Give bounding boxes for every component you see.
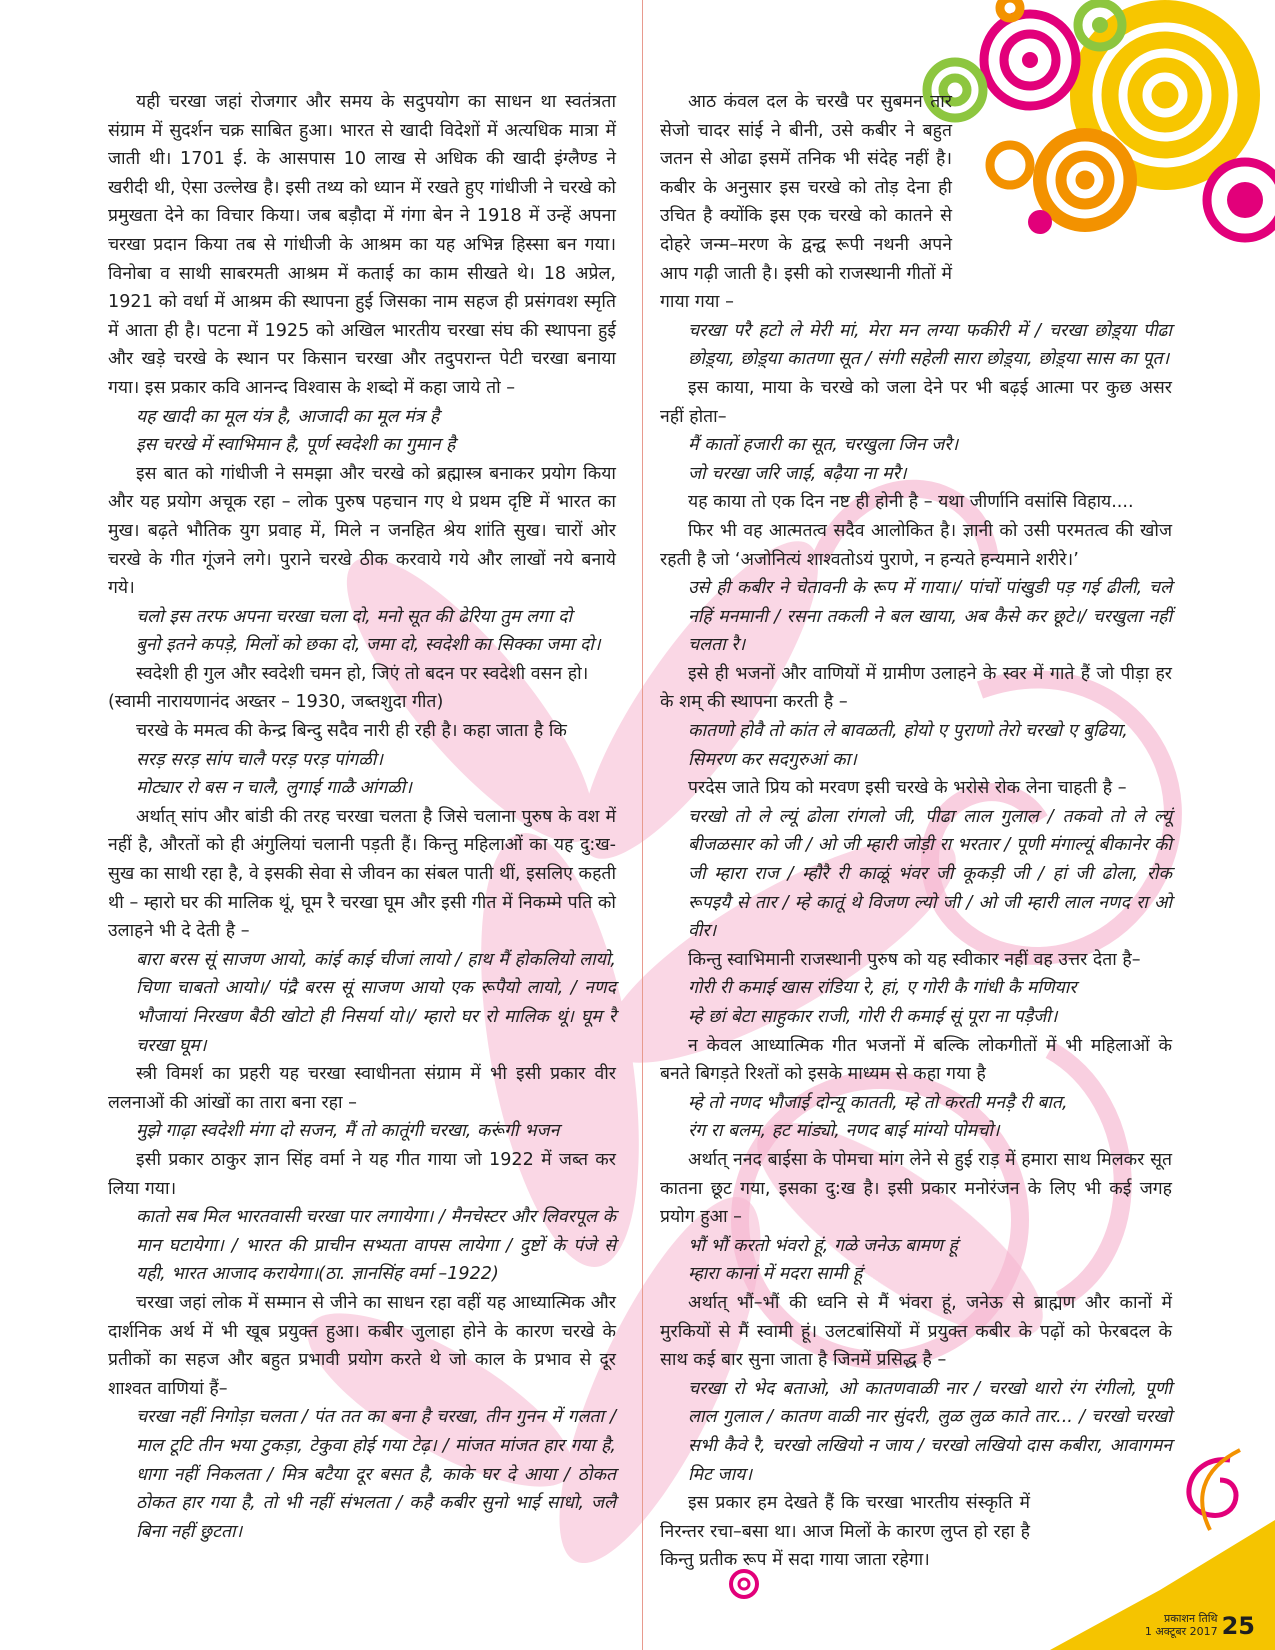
verse-line: म्हे छां बेटा साहुकार राजी, गोरी री कमाई सूं पूरा ना पड़ैजी। (688, 1007, 1058, 1027)
end-mark-icon (731, 1571, 757, 1597)
paragraph: अर्थात् भौं–भौं की ध्वनि से मैं भंवरा हूं, जनेऊ से ब्राह्मण और कानों में मुरकियों से मैं स्वामी हूं। उलटबांसियों में प्रयुक्त कबीर के पढ़ों को फेरबदल के साथ कई बार सुना जाता है जिनमें प्रसिद्ध है – (660, 1292, 1172, 1371)
paragraph: यही चरखा जहां रोजगार और समय के सदुपयोग का साधन था स्वतंत्रता संग्राम में सुदर्शन चक्र साबित हुआ। भारत से खादी विदेशों में अत्यधिक मात्रा में जाती थी। 1701 ई. के आसपास 10 लाख से अधिक की खादी इंग्लैण्ड ने खरीदी थी, ऐसा उल्लेख है। इसी तथ्य को ध्यान में रखते हुए गांधीजी ने चरखे को प्रमुखता देने का विचार किया। जब बड़ौदा में गंगा बेन ने 1918 में उन्हें अपना चरखा प्रदान किया तब से गांधीजी के आश्रम का यह अभिन्न हिस्सा बन गया। विनोबा व साथी साबरमती आश्रम में कताई का काम सीखते थे। 18 अप्रेल, 1921 को वर्धा में आश्रम की स्थापना हुई जिसका नाम सहज ही प्रसंगवश स्मृति में आता ही है। पटना में 1925 को अखिल भारतीय चरखा संघ की स्थापना हुई और खड़े चरखे के स्थान पर किसान चरखा और तदुपरान्त पेटी चरखा बनाया गया। इस प्रकार कवि आनन्द विश्वास के शब्दो में कहा जाये तो – (108, 92, 616, 398)
paragraph: न केवल आध्यात्मिक गीत भजनों में बल्कि लोकगीतों में भी महिलाओं के बनते बिगड़ते रिश्तों को इसके माध्यम से कहा गया है (660, 1035, 1172, 1085)
publication-date (1145, 1612, 1218, 1638)
verse-line: बारा बरस सूं साजण आयो, कांई काई चीजां लायो / हाथ मैं होकलियो लायो, चिणा चाबतो आयो।/ पंद्रै बरस सूं साजण आयो एक रूपैयो लायो, / नणद भौजायां निरखण बैठी खोटो ही निसर्या यो।/ म्हारो घर रो मालिक थूं। घूम रै चरखा घूम। (136, 949, 616, 1056)
paragraph: अर्थात् ननद बाईसा के पोमचा मांग लेने से हुई राड़ में हमारा साथ मिलकर सूत कातना छूट गया, इसका दु:ख है। इसी प्रकार मनोरंजन के लिए भी कई जगह प्रयोग हुआ – (660, 1149, 1172, 1228)
verse-line: मुझे गाढ़ा स्वदेशी मंगा दो सजन, मैं तो कातूंगी चरखा, करूंगी भजन (136, 1121, 560, 1142)
paragraph: चरखे के ममत्व की केन्द्र बिन्दु सदैव नारी ही रही है। कहा जाता है कि (136, 721, 567, 742)
verse-line: मोट्यार रो बस न चालै, लुगाई गाळै आंगळी। (136, 778, 412, 799)
paragraph: स्वदेशी ही गुल और स्वदेशी चमन हो, जिएं तो बदन पर स्वदेशी वसन हो। (136, 663, 589, 684)
publication-date-value: 1 अक्टूबर 2017 (1144, 1625, 1218, 1638)
paragraph: आठ कंवल दल के चरखै पर सुबमन तार सेजो चादर सांई ने बीनी, उसे कबीर ने बहुत जतन से ओढा इसमें तनिक भी संदेह नहीं है। कबीर के अनुसार इस चरखे को तोड़ देना ही उचित है क्योंकि इस एक चरखे को कातने से दोहरे जन्म–मरण के द्वन्द्व रूपी नथनी अपने आप गढ़ी जाती है। इसी को राजस्थानी गीतों में गाया गया – (660, 92, 952, 313)
paragraph: इस प्रकार हम देखते हैं कि चरखा भारतीय संस्कृति में निरन्तर रचा–बसा था। आज मिलों के कारण लुप्त हो रहा है किन्तु प्रतीक रूप में सदा गाया जाता रहेगा। (660, 1493, 1030, 1571)
verse-line: उसे ही कबीर ने चेतावनी के रूप में गाया।/ पांचों पांखुडी पड़ गई ढीली, चले नहिं मनमानी / रसना तकली ने बल खाया, अब कैसे कर छूटे।/ चरखुला नहीं चलता रै। (688, 578, 1172, 656)
verse-line: मैं कातों हजारी का सूत, चरखुला जिन जरै। (688, 435, 959, 456)
verse-line: चलो इस तरफ अपना चरखा चला दो, मनो सूत की ढेरिया तुम लगा दो (136, 606, 572, 627)
left-column (108, 88, 616, 1546)
verse-line: इस चरखे में स्वाभिमान है, पूर्ण स्वदेशी का गुमान है (136, 435, 456, 456)
verse-line: गोरी री कमाई खास रांडिया रे, हां, ए गोरी कै गांधी कै मणियार (688, 978, 1077, 999)
verse-line: चरखा रो भेद बताओ, ओ कातणवाळी नार / चरखो थारो रंग रंगीलो, पूणी लाल गुलाल / कातण वाळी नार सुंदरी, लुळ लुळ काते तार... / चरखो चरखो सभी कैवे रै, चरखो लखियो न जाय / चरखो लखियो दास कबीरा, आवागमन मिट जाय। (688, 1378, 1172, 1485)
verse-line: म्हे तो नणद भौजाई दोन्यू कातती, म्हे तो करती मनड़ै री बात, (688, 1092, 1068, 1113)
verse-line: कातो सब मिल भारतवासी चरखा पार लगायेगा। / मैनचेस्टर और लिवरपूल के मान घटायेगा। / भारत की प्राचीन सभ्यता वापस लायेगा / दुष्टों के पंजे से यही, भारत आजाद करायेगा।(ठा. ज्ञानसिंह वर्मा –1922) (136, 1207, 616, 1285)
paragraph: (स्वामी नारायणानंद अख्तर – 1930, जब्तशुदा गीत) (108, 692, 444, 713)
publication-date-label: प्रकाशन तिथि (1163, 1612, 1218, 1625)
verse-line: सिमरण कर सदगुरुआं का। (688, 749, 857, 770)
verse-line: रंग रा बलम, हट मांड्यो, नणद बाई मांग्यो पोमचो। (688, 1121, 1000, 1142)
verse-line: भौं भौं करतो भंवरो हूं, गळे जनेऊ बामण हूं (688, 1235, 958, 1256)
paragraph: स्त्री विमर्श का प्रहरी यह चरखा स्वाधीनता संग्राम में भी इसी प्रकार वीर ललनाओं की आंखों का तारा बना रहा – (108, 1064, 616, 1113)
paragraph: इस काया, माया के चरखे को जला देने पर भी बढ़ई आत्मा पर कुछ असर नहीं होता– (660, 377, 1172, 427)
verse-line: कातणो होवै तो कांत ले बावळती, होयो ए पुराणो तेरो चरखो ए बुढिया, (688, 721, 1128, 742)
verse-line: यह खादी का मूल यंत्र है, आजादी का मूल मंत्र है (136, 406, 440, 427)
paragraph: इसे ही भजनों और वाणियों में ग्रामीण उलाहने के स्वर में गाते हैं जो पीड़ा हर के शम् की स्थापना करती है – (660, 663, 1172, 713)
verse-line: सरड़ सरड़ सांप चालै परड़ परड़ पांगळी। (136, 749, 383, 770)
verse-line: जो चरखा जरि जाई, बढ़ैया ना मरै। (688, 463, 907, 484)
paragraph: चरखा जहां लोक में सम्मान से जीने का साधन रहा वहीं यह आध्यात्मिक और दार्शनिक अर्थ में भी खूब प्रयुक्त हुआ। कबीर जुलाहा होने के कारण चरखे के प्रतीकों का सहज और बहुत प्रभावी प्रयोग करते थे जो काल के प्रभाव से दूर शाश्वत वाणियां हैं– (108, 1292, 616, 1399)
page-number: 25 (1221, 1612, 1255, 1640)
paragraph: फिर भी वह आत्मतत्व सदैव आलोकित है। ज्ञानी को उसी परमतत्व की खोज रहती है जो ‘अजोनित्यं शाश्वतोऽयं पुराणे, न हन्यते हन्यमाने शरीरे।’ (660, 520, 1172, 570)
paragraph: इसी प्रकार ठाकुर ज्ञान सिंह वर्मा ने यह गीत गाया जो 1922 में जब्त कर लिया गया। (108, 1149, 616, 1199)
verse-line: चरखो तो ले ल्यूं ढोला रांगलो जी, पीढा लाल गुलाल / तकवो तो ले ल्यूं बीजळसार को जी / ओ जी म्हारी जोड़ी रा भरतार / पूणी मंगाल्यूं बीकानेर की जी म्हारा राज / म्हौरै री काळूं भंवर जी कूकड़ी जी / हां जी ढोला, रोक रूपइयै से तार / म्हे कातूं थे विजण ल्यो जी / ओ जी म्हारी लाल नणद रा ओ वीर। (688, 806, 1172, 942)
verse-line: म्हारा कानां में मदरा सामी हूं (688, 1264, 863, 1285)
paragraph: परदेस जाते प्रिय को मरवण इसी चरखे के भरोसे रोक लेना चाहती है – (688, 778, 1127, 799)
verse-line: बुनो इतने कपड़े, मिलों को छका दो, जमा दो, स्वदेशी का सिक्का जमा दो। (136, 635, 601, 656)
paragraph: अर्थात् सांप और बांडी की तरह चरखा चलता है जिसे चलाना पुरुष के वश में नहीं है, औरतों को ही अंगुलियां चलानी पड़ती हैं। किन्तु महिलाओं का यह दु:ख-सुख का साथी रहा है, वे इसकी सेवा से जीवन का संबल पाती थीं, इसलिए कहती थी – म्हारो घर की मालिक थूं, घूम रै चरखा घूम और इसी गीत में निकम्मे पति को उलाहने भी दे देती है – (108, 806, 616, 942)
paragraph: इस बात को गांधीजी ने समझा और चरखे को ब्रह्मास्त्र बनाकर प्रयोग किया और यह प्रयोग अचूक रहा – लोक पुरुष पहचान गए थे प्रथम दृष्टि में भारत का मुख। बढ़ते भौतिक युग प्रवाह में, मिले न जनहित श्रेय शांति सुख। चारों ओर चरखे के गीत गूंजने लगे। पुराने चरखे ठीक करवाये गये और लाखों नये बनाये गये। (108, 463, 616, 599)
paragraph: यह काया तो एक दिन नष्ट ही होनी है – यथा जीर्णानि वसांसि विहाय.... (688, 492, 1134, 513)
verse-line: चरखा नहीं निगोड़ा चलता / पंत तत का बना है चरखा, तीन गुनन में गलता / माल टूटि तीन भया टुकड़ा, टेकुवा होई गया टेढ़। / मांजत मांजत हार गया है, धागा नहीं निकलता / मित्र बटैया दूर बसत है, काके घर दे आया / ठोकत ठोकत हार गया है, तो भी नहीं संभलता / कहै कबीर सुनो भाई साधो, जलै बिना नहीं छुटता। (136, 1407, 616, 1542)
page-footer (1145, 1612, 1255, 1638)
verse-line: चरखा परै हटो ले मेरी मां, मेरा मन लग्या फकीरी में / चरखा छोड़्या पीढा छोड़्या, छोड़्या कातणा सूत / संगी सहेली सारा छोड़्या, छोड़्या सास का पूत। (688, 320, 1172, 370)
right-column (660, 88, 1172, 1575)
column-divider (642, 0, 643, 1650)
paragraph: किन्तु स्वाभिमानी राजस्थानी पुरुष को यह स्वीकार नहीं वह उत्तर देता है– (688, 949, 1141, 970)
